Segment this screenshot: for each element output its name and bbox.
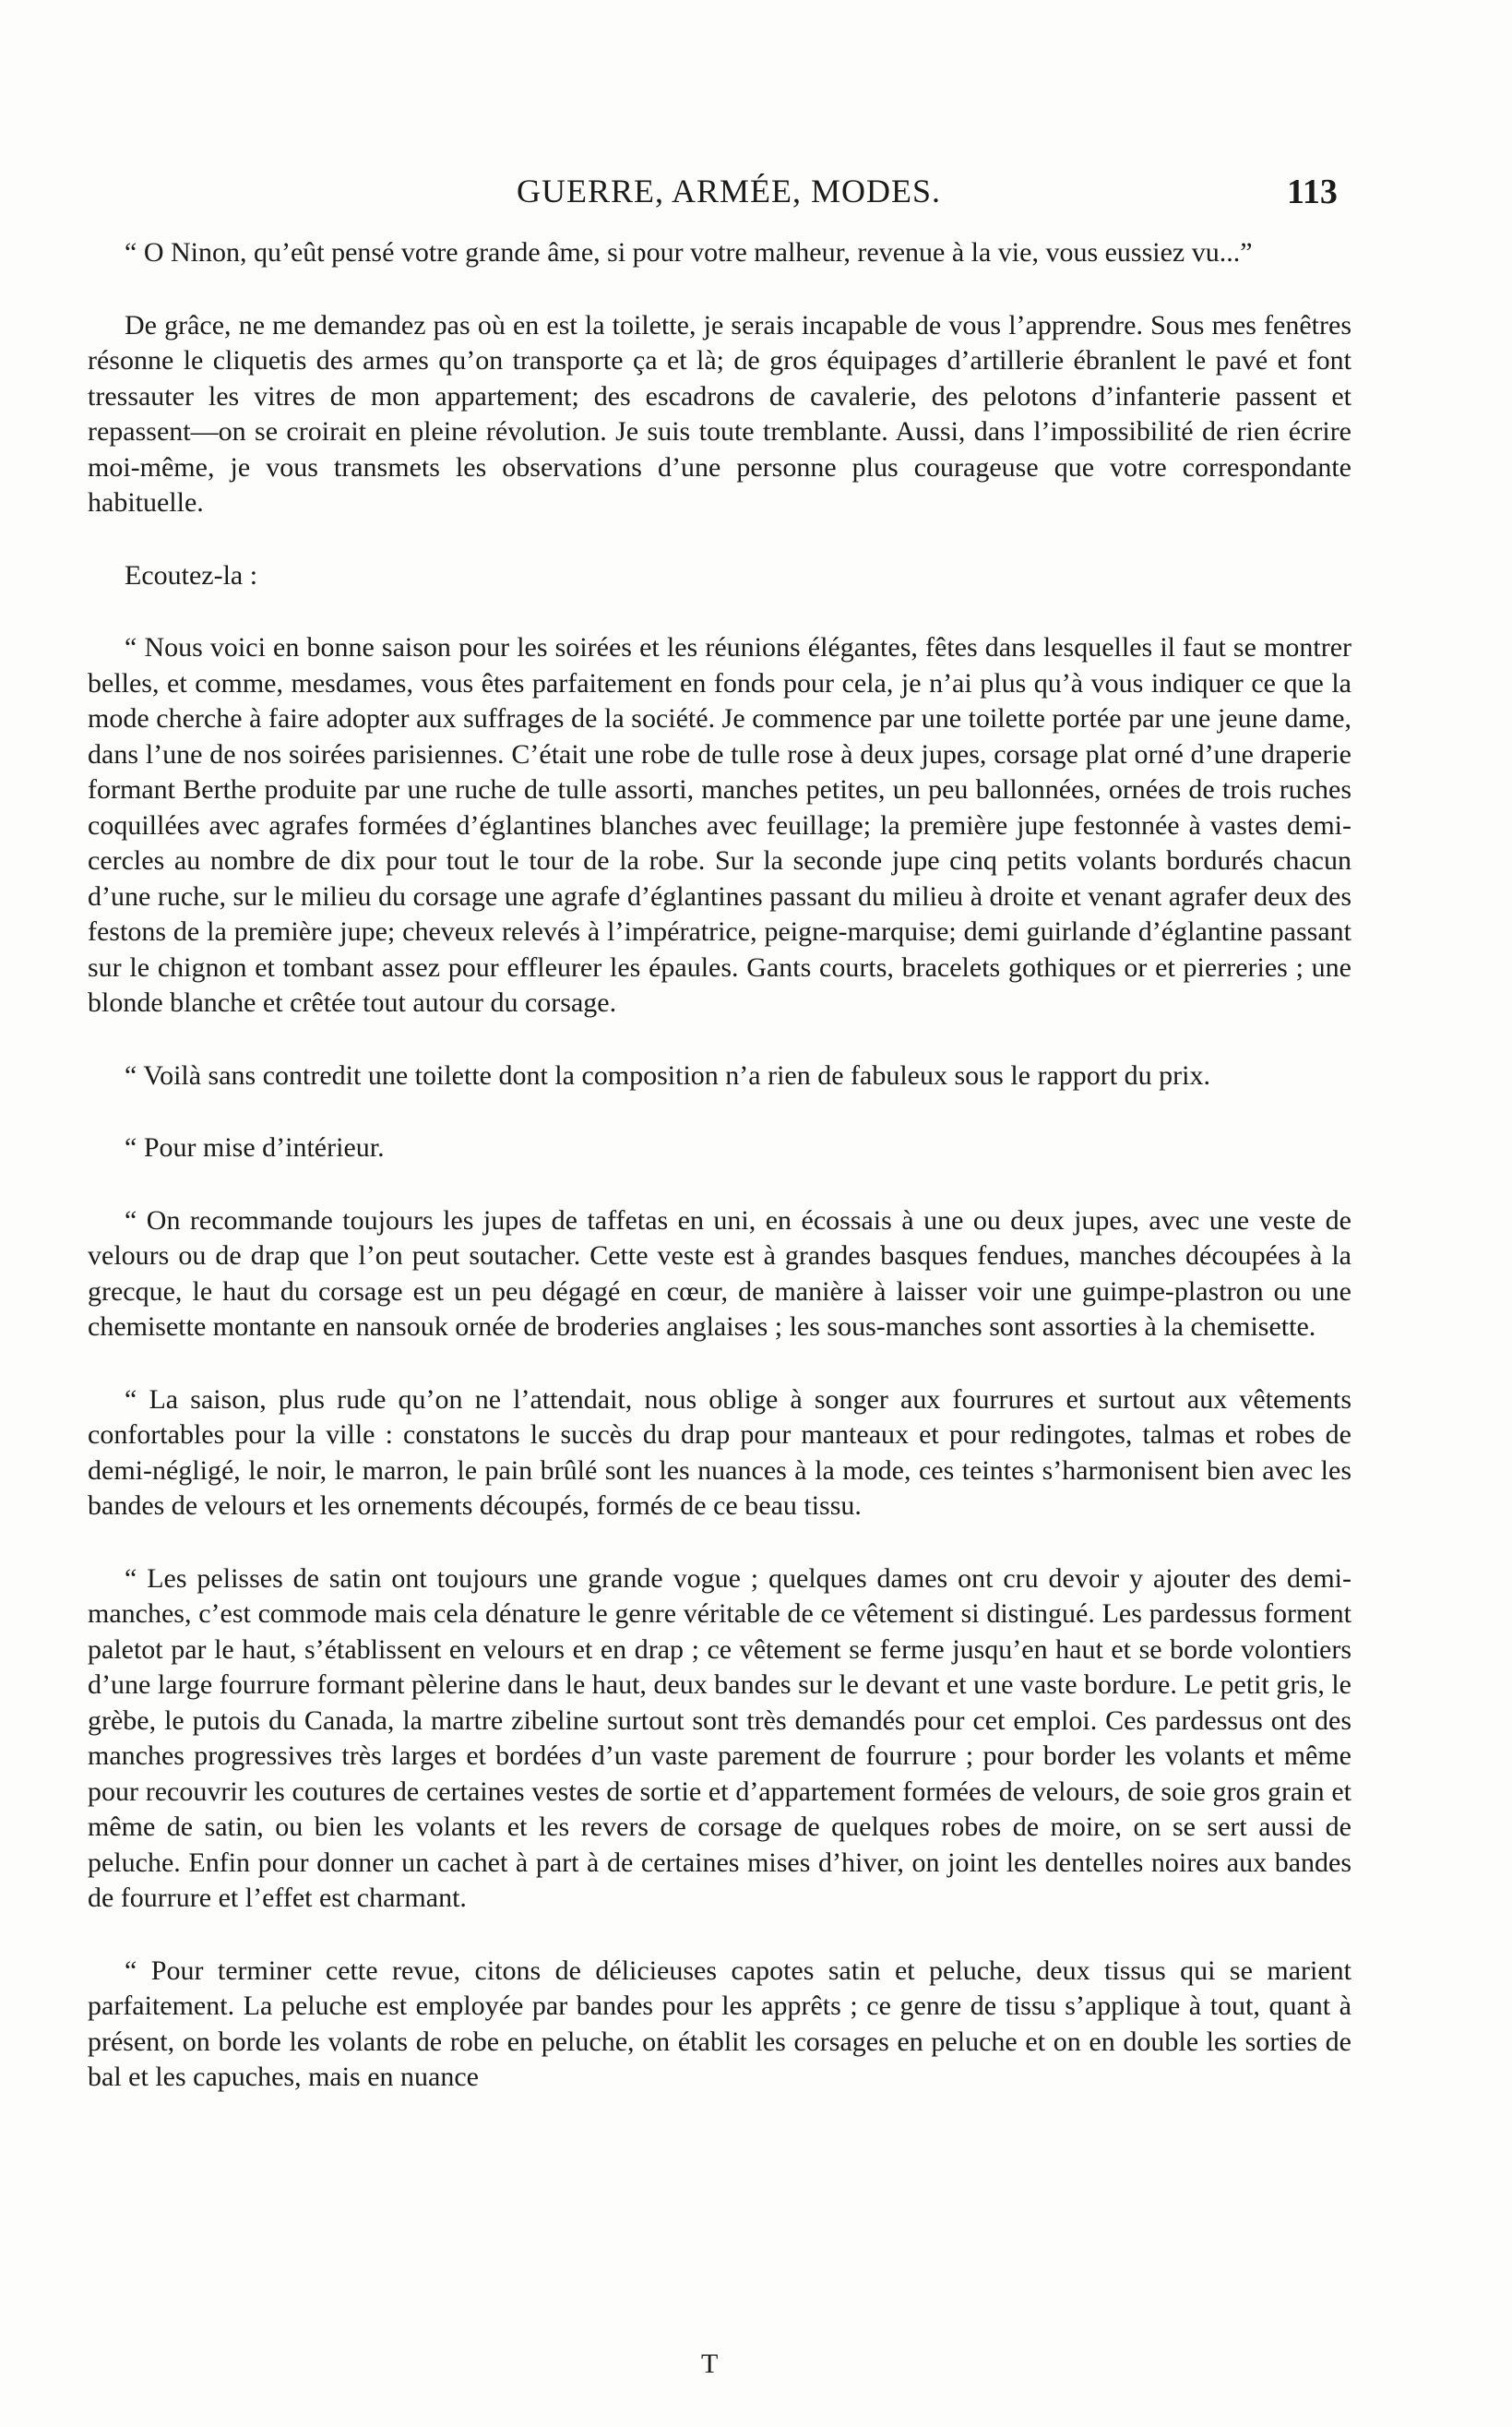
running-head [0, 172, 1512, 218]
paragraph-quote-ninon: “ O Ninon, qu’eût pensé votre grande âme, si pour votre malheur, revenue à la vie, vous eussiez vu...” [125, 237, 1253, 268]
signature-mark: T [701, 2349, 719, 2379]
paragraph-jupes: “ On recommande toujours les jupes de taffetas en uni, en écossais à une ou deux jupes, avec une veste de velours ou de drap que l’on peut soutacher. Cette veste est à grandes basques fendues, manches découpées à la grecque, le haut du corsage est un peu dégagé en cœur, de manière à laisser voir une guimpe-plastron ou une chemisette montante en nansouk ornée de broderies anglaises ; les sous-manches sont assorties à la chemisette. [88, 1204, 1351, 1342]
body-text [88, 235, 1351, 2096]
paragraph-pelisses: “ Les pelisses de satin ont toujours une grande vogue ; quelques dames ont cru devoir y ajouter des demi-manches, c’est commode mais cela dénature le genre véritable de ce vêtement si distingué. Les pardessus forment paletot par le haut, s’établissent en velours et en drap ; ce vêtement se ferme jusqu’en haut et se borde volontiers d’une large fourrure formant pèlerine dans le haut, deux bandes sur le devant et une vaste bordure. Le petit gris, le grèbe, le putois du Canada, la martre zibeline surtout sont très demandés pour cet emploi. Ces pardessus ont des manches progressives très larges et bordées d’un vaste parement de fourrure ; pour border les volants et même pour recouvrir les coutures de certaines vestes de sortie et d’appartement formées de velours, de soie gros grain et même de satin, ou bien les volants et les revers de corsage de quelques robes de moire, on se sert aussi de peluche. Enfin pour donner un cachet à part à de certaines mises d’hiver, on joint les dentelles noires aux bandes de fourrure et l’effet est charmant. [88, 1562, 1351, 1913]
running-title: GUERRE, ARMÉE, MODES. [517, 173, 942, 209]
paragraph-fourrures: “ La saison, plus rude qu’on ne l’attendait, nous oblige à songer aux fourrures et surtout aux vêtements confortables pour la ville : constatons le succès du drap pour manteaux et pour redingotes, talmas et robes de demi-négligé, le noir, le marron, le pain brûlé sont les nuances à la mode, ces teintes s’harmonisent bien avec les bandes de velours et les ornements découpés, formés de ce beau tissu. [88, 1383, 1351, 1521]
paragraph-soirees: “ Nous voici en bonne saison pour les soirées et les réunions élégantes, fêtes dans lesquelles il faut se montrer belles, et comme, mesdames, vous êtes parfaitement en fonds pour cela, je n’ai plus qu’à vous indiquer ce que la mode cherche à faire adopter aux suffrages de la société. Je commence par une toilette portée par une jeune dame, dans l’une de nos soirées parisiennes. C’était une robe de tulle rose à deux jupes, corsage plat orné d’une draperie formant Berthe produite par une ruche de tulle assorti, manches petites, un peu ballonnées, ornées de trois ruches coquillées avec agrafes formées d’églantines blanches avec feuillage; la première jupe festonnée à vastes demi-cercles au nombre de dix pour tout le tour de la robe. Sur la seconde jupe cinq petits volants bordurés chacun d’une ruche, sur le milieu du corsage une agrafe d’églantines passant du milieu à droite et venant agrafer deux des festons de la première jupe; cheveux relevés à l’impératrice, peigne-marquise; demi guirlande d’églantine passant sur le chignon et tombant assez pour effleurer les épaules. Gants courts, bracelets gothiques or et pierreries ; une blonde blanche et crêtée tout autour du corsage. [88, 632, 1351, 1018]
paragraph-intro: De grâce, ne me demandez pas où en est la toilette, je serais incapable de vous l’apprendre. Sous mes fenêtres résonne le cliquetis des armes qu’on transporte ça et là; de gros équipages d’artillerie ébranlent le pavé et font tressauter les vitres de mon appartement; des escadrons de cavalerie, des pelotons d’infanterie passent et repassent—on se croirait en pleine révolution. Je suis toute tremblante. Aussi, dans l’impossibilité de rien écrire moi-même, je vous transmets les observations d’une personne plus courageuse que votre correspondante habituelle. [88, 309, 1351, 518]
paragraph-voila: “ Voilà sans contredit une toilette dont la composition n’a rien de fabuleux sous le rapport du prix. [125, 1059, 1210, 1091]
page-number: 113 [1287, 173, 1338, 211]
paragraph-ecoutez: Ecoutez-la : [125, 559, 258, 591]
paragraph-mise-interieur: “ Pour mise d’intérieur. [125, 1132, 385, 1163]
paragraph-capotes: “ Pour terminer cette revue, citons de délicieuses capotes satin et peluche, deux tissus qui se marient parfaitement. La peluche est employée par bandes pour les apprêts ; ce genre de tissu s’applique à tout, quant à présent, on borde les volants de robe en peluche, on établit les corsages en peluche et on en double les sorties de bal et les capuches, mais en nuance [88, 1955, 1351, 2092]
